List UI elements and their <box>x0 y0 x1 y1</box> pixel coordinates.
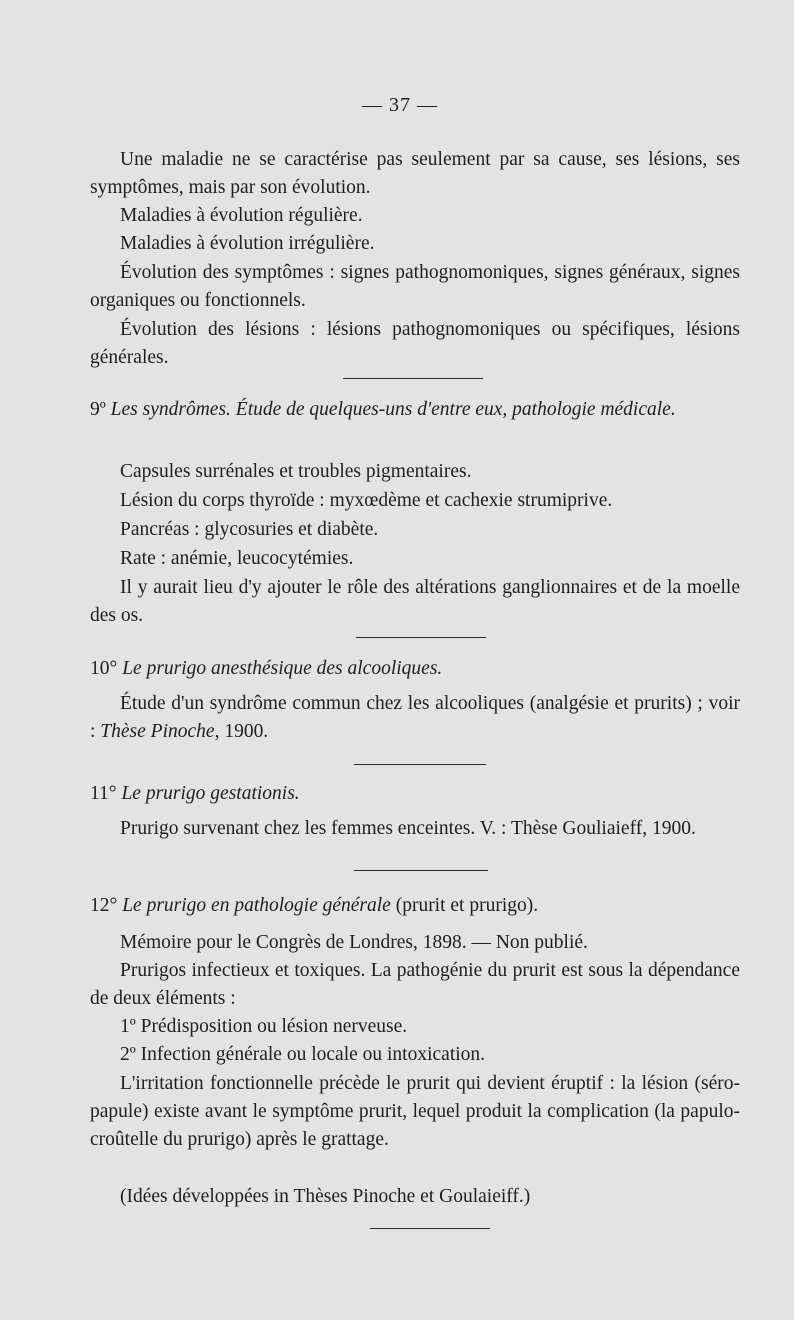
section-divider <box>343 378 483 379</box>
section-number: 11° <box>90 783 117 804</box>
paragraph: Évolution des symptômes : signes pathognomoniques, signes généraux, signes organiques ou fonctionnels. <box>90 262 740 311</box>
section-divider <box>354 764 486 765</box>
section-title: Le prurigo gestationis. <box>121 783 300 804</box>
section-divider <box>356 637 486 638</box>
page-number: — 37 — <box>362 94 438 116</box>
paragraph: L'irritation fonctionnelle précède le prurit qui devient éruptif : la lésion (séro-papule) existe avant le symptôme prurit, lequel produit la complication (la papulo-croûtelle du prurigo) après le grattage. <box>90 1073 740 1150</box>
paragraph: Pancréas : glycosuries et diabète. <box>120 519 379 540</box>
page-edge <box>794 0 800 1320</box>
paragraph <box>90 690 740 746</box>
paragraph: Prurigo survenant chez les femmes enceintes. V. : Thèse Gouliaieff, 1900. <box>120 818 696 839</box>
paragraph: 1º Prédisposition ou lésion nerveuse. <box>120 1016 408 1037</box>
paragraph-text: , 1900. <box>214 721 269 742</box>
paragraph: Il y aurait lieu d'y ajouter le rôle des altérations ganglionnaires et de la moelle des os. <box>90 577 740 626</box>
section-heading <box>90 892 740 920</box>
paragraph: Une maladie ne se caractérise pas seulement par sa cause, ses lésions, ses symptômes, mais par son évolution. <box>90 149 740 198</box>
section-number: 12° <box>90 895 118 916</box>
paragraph: Lésion du corps thyroïde : myxœdème et cachexie strumiprive. <box>120 490 613 511</box>
paragraph: Rate : anémie, leucocytémies. <box>120 548 354 569</box>
paragraph: Maladies à évolution régulière. <box>120 205 363 226</box>
section-title: Les syndrômes. Étude de quelques-uns d'entre eux, pathologie médicale. <box>110 399 676 420</box>
section-heading <box>90 655 740 683</box>
paragraph: Maladies à évolution irrégulière. <box>120 233 375 254</box>
section-title-suffix: (prurit et prurigo). <box>395 895 539 916</box>
citation: Thèse Pinoche <box>100 721 215 742</box>
section-heading <box>90 780 740 808</box>
paragraph: 2º Infection générale ou locale ou intoxication. <box>120 1044 486 1065</box>
section-divider <box>370 1228 490 1229</box>
section-number: 10° <box>90 658 118 679</box>
paragraph: Mémoire pour le Congrès de Londres, 1898. — Non publié. <box>120 932 588 953</box>
paragraph: Évolution des lésions : lésions pathognomoniques ou spécifiques, lésions générales. <box>90 319 740 368</box>
section-heading <box>90 396 740 424</box>
paragraph: (Idées développées in Thèses Pinoche et Goulaieiff.) <box>120 1186 531 1207</box>
section-number: 9º <box>90 399 106 420</box>
paragraph: Prurigos infectieux et toxiques. La pathogénie du prurit est sous la dépendance de deux éléments : <box>90 960 740 1009</box>
paragraph: Capsules surrénales et troubles pigmentaires. <box>120 461 472 482</box>
section-title: Le prurigo anesthésique des alcooliques. <box>122 658 443 679</box>
section-divider <box>354 870 488 871</box>
section-title: Le prurigo en pathologie générale <box>122 895 391 916</box>
paragraph-text: Étude d'un syndrôme commun chez les alcooliques (analgésie et prurits) ; voir : <box>90 693 740 742</box>
